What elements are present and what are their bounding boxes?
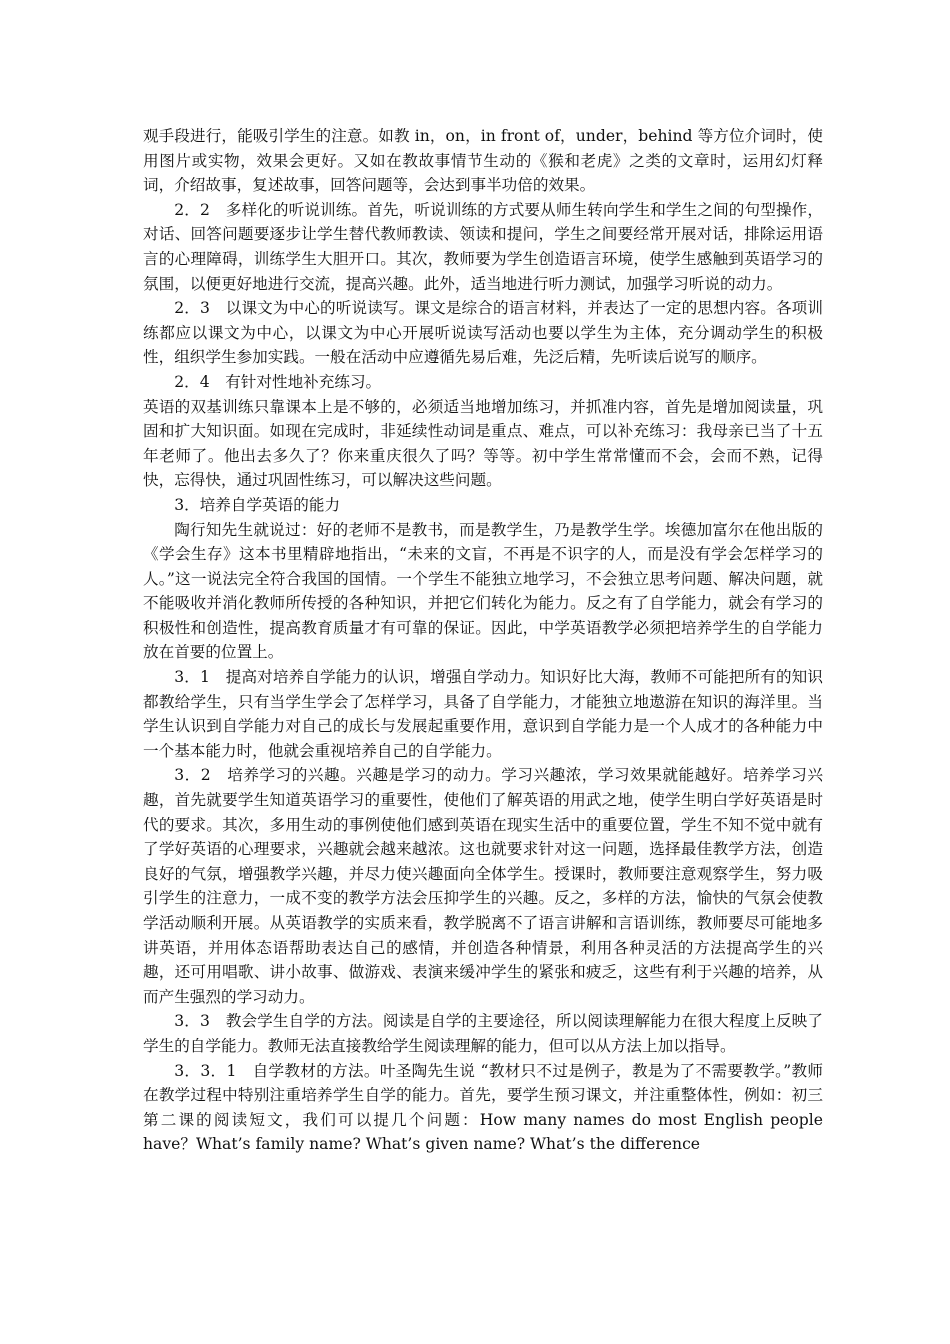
paragraph: 3．3 教会学生自学的方法。阅读是自学的主要途径，所以阅读理解能力在很大程度上反映了学生的自学能力。教师无法直接教给学生阅读理解的能力，但可以从方法上加以指导。: [143, 1012, 823, 1055]
paragraph: 2．2 多样化的听说训练。首先，听说训练的方式要从师生转向学生和学生之间的句型操作，对话、回答问题要逐步让学生替代教师教读、领读和提问，学生之间要经常开展对话，排除运用语言的心理障碍，训练学生大胆开口。其次，教师要为学生创造语言环境，使学生感触到英语学习的氛围，以便更好地进行交流，提高兴趣。此外，适当地进行听力测试，加强学习听说的动力。: [143, 200, 823, 293]
paragraph: 陶行知先生就说过：好的老师不是教书，而是教学生，乃是教学生学。埃德加富尔在他出版的《学会生存》这本书里精辟地指出，“未来的文盲，不再是不识字的人，而是没有学会怎样学习的人。”这一说法完全符合我国的国情。一个学生不能独立地学习，不会独立思考问题、解决问题，就不能吸收并消化教师所传授的各种知识，并把它们转化为能力。反之有了自学能力，就会有学习的积极性和创造性，提高教育质量才有可靠的保证。因此，中学英语教学必须把培养学生的自学能力放在首要的位置上。: [143, 520, 823, 662]
section-heading: 2．4 有针对性地补充练习。: [174, 372, 382, 391]
paragraph: 3．2 培养学习的兴趣。兴趣是学习的动力。学习兴趣浓，学习效果就能越好。培养学习兴趣，首先就要学生知道英语学习的重要性，使他们了解英语的用武之地，使学生明白学好英语是时代的要求。其次，多用生动的事例使他们感到英语在现实生活中的重要位置，学生不知不觉中就有了学好英语的心理要求，兴趣就会越来越浓。这也就要求针对这一问题，选择最佳教学方法，创造良好的气氛，增强教学兴趣，并尽力使兴趣面向全体学生。授课时，教师要注意观察学生，努力吸引学生的注意力，一成不变的教学方法会压抑学生的兴趣。反之，多样的方法，愉快的气氛会使教学活动顺利开展。从英语教学的实质来看，教学脱离不了语言讲解和言语训练，教师要尽可能地多讲英语，并用体态语帮助表达自己的感情，并创造各种情景，利用各种灵活的方法提高学生的兴趣，还可用唱歌、讲小故事、做游戏、表演来缓冲学生的紧张和疲乏，这些有利于兴趣的培养，从而产生强烈的学习动力。: [143, 766, 823, 1006]
document-body: [143, 124, 823, 1157]
paragraph: 观手段进行，能吸引学生的注意。如教 in，on，in front of，under，behind 等方位介词时，使用图片或实物，效果会更好。又如在教故事情节生动的《猴和老虎》之类的文章时，运用幻灯释词，介绍故事，复述故事，回答问题等，会达到事半功倍的效果。: [143, 127, 823, 195]
paragraph: 3．1 提高对培养自学能力的认识，增强自学动力。知识好比大海，教师不可能把所有的知识都教给学生，只有当学生学会了怎样学习，具备了自学能力，才能独立地遨游在知识的海洋里。当学生认识到自学能力对自己的成长与发展起重要作用，意识到自学能力是一个人成才的各种能力中一个基本能力时，他就会重视培养自己的自学能力。: [143, 668, 823, 760]
section-heading: 3．培养自学英语的能力: [174, 495, 341, 514]
paragraph: 英语的双基训练只靠课本上是不够的，必须适当地增加练习，并抓准内容，首先是增加阅读量，巩固和扩大知识面。如现在完成时，非延续性动词是重点、难点，可以补充练习：我母亲已当了十五年老师了。他出去多久了？你来重庆很久了吗？等等。初中学生常常懂而不会，会而不熟，记得快，忘得快，通过巩固性练习，可以解决这些问题。: [143, 397, 823, 490]
paragraph: 3．3．1 自学教材的方法。叶圣陶先生说 “教材只不过是例子，教是为了不需要教学。”教师在教学过程中特别注重培养学生自学的能力。首先，要学生预习课文，并注重整体性，例如：初三第二课的阅读短文，我们可以提几个问题：How many names do most English people have？What’s family name? What’s given name? What’s the difference: [143, 1061, 823, 1154]
paragraph: 2．3 以课文为中心的听说读写。课文是综合的语言材料，并表达了一定的思想内容。各项训练都应以课文为中心，以课文为中心开展听说读写活动也要以学生为主体，充分调动学生的积极性，组织学生参加实践。一般在活动中应遵循先易后难，先泛后精，先听读后说写的顺序。: [143, 299, 823, 367]
